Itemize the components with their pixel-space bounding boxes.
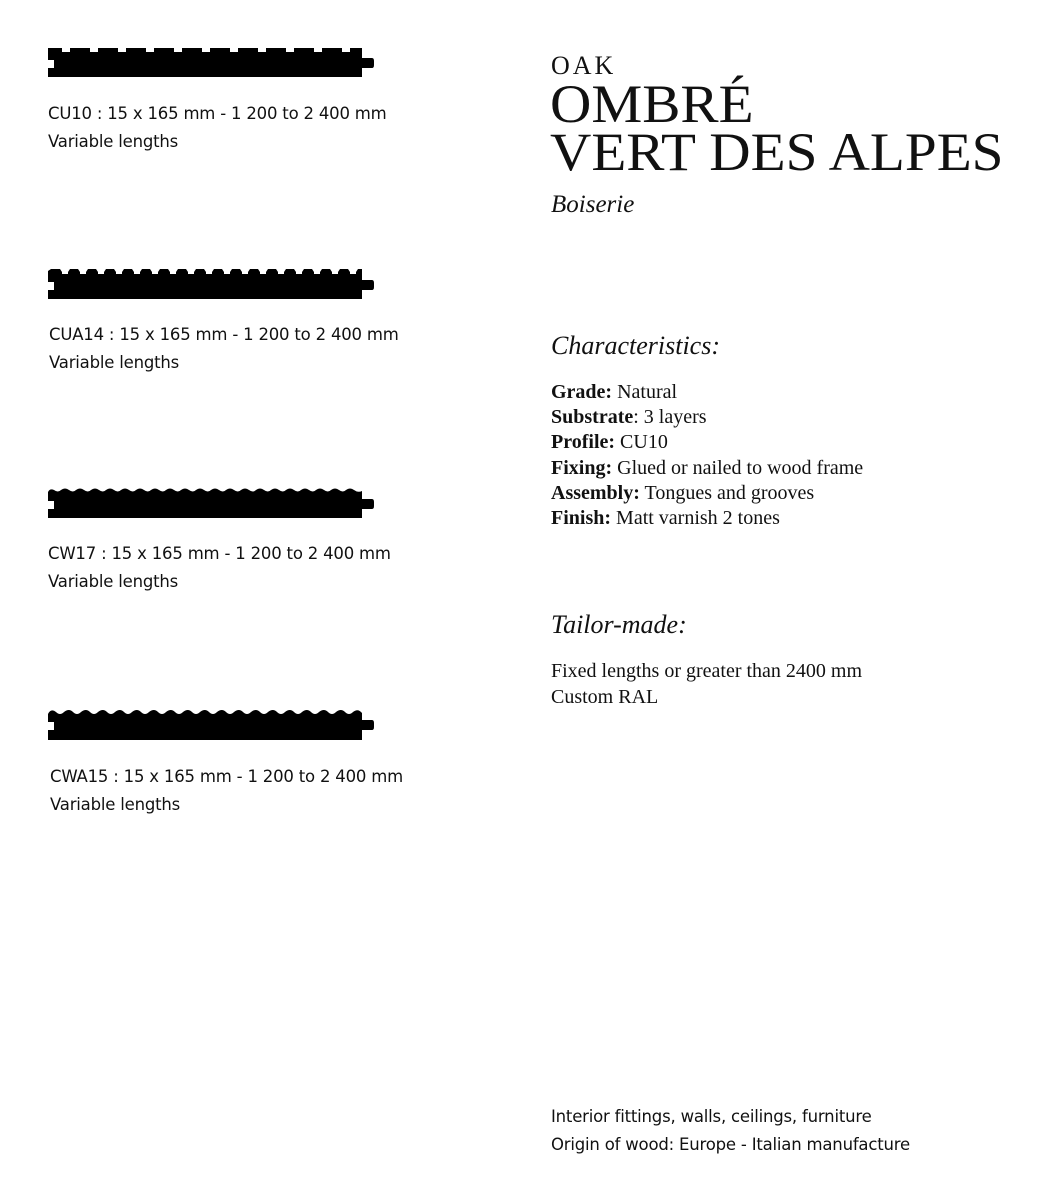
profile-note: Variable lengths bbox=[49, 353, 180, 372]
tailor-made-line: Fixed lengths or greater than 2400 mm bbox=[551, 660, 863, 682]
profile-note: Variable lengths bbox=[48, 132, 179, 151]
characteristics-heading: Characteristics: bbox=[551, 331, 720, 360]
profile-dimensions: 15 x 165 mm - 1 200 to 2 400 mm bbox=[107, 104, 387, 123]
profile-drawing-cua14 bbox=[48, 268, 378, 302]
characteristic-value: : 3 layers bbox=[633, 406, 707, 429]
characteristic-fixing bbox=[551, 456, 863, 481]
characteristics-list bbox=[551, 380, 863, 531]
product-kicker: OAK bbox=[551, 51, 617, 80]
profile-drawing-cu10 bbox=[48, 46, 378, 80]
board-profile-icon bbox=[48, 487, 378, 521]
characteristic-label: Grade: bbox=[551, 381, 613, 403]
profile-spec-cwa15: CWA15 : 15 x 165 mm - 1 200 to 2 400 mm Variable lengths bbox=[50, 763, 403, 819]
characteristic-profile bbox=[551, 430, 863, 455]
characteristic-label: Assembly: bbox=[551, 481, 640, 504]
product-title-line1: OMBRÉ bbox=[550, 74, 754, 134]
footer-info bbox=[551, 1103, 910, 1159]
characteristic-value: Natural bbox=[612, 381, 678, 403]
tailor-made-heading: Tailor-made: bbox=[551, 610, 687, 639]
profile-spec-cua14: CUA14 : 15 x 165 mm - 1 200 to 2 400 mm Variable lengths bbox=[49, 321, 399, 377]
characteristic-value: Tongues and grooves bbox=[639, 481, 815, 504]
profile-note: Variable lengths bbox=[48, 572, 179, 591]
profile-dimensions: 15 x 165 mm - 1 200 to 2 400 mm bbox=[119, 325, 399, 344]
characteristic-value: CU10 bbox=[615, 431, 668, 454]
characteristic-label: Finish: bbox=[551, 507, 612, 530]
product-title-line2: VERT DES ALPES bbox=[550, 122, 1004, 182]
footer-usage: Interior fittings, walls, ceilings, furniture bbox=[551, 1107, 872, 1126]
profile-code: CW17 bbox=[48, 544, 97, 563]
product-title bbox=[550, 74, 1004, 182]
tailor-made-line: Custom RAL bbox=[551, 686, 659, 708]
profile-spec-cu10: CU10 : 15 x 165 mm - 1 200 to 2 400 mm Variable lengths bbox=[48, 100, 387, 156]
characteristic-value: Matt varnish 2 tones bbox=[611, 507, 780, 530]
characteristic-grade bbox=[551, 380, 863, 405]
characteristic-label: Substrate bbox=[551, 406, 634, 429]
profile-dimensions: 15 x 165 mm - 1 200 to 2 400 mm bbox=[111, 544, 391, 563]
characteristic-value: Glued or nailed to wood frame bbox=[612, 456, 864, 479]
characteristic-label: Fixing: bbox=[551, 456, 613, 479]
product-subtitle: Boiserie bbox=[551, 191, 635, 218]
characteristic-substrate bbox=[551, 405, 863, 430]
profile-code: CUA14 bbox=[49, 325, 104, 344]
characteristic-assembly bbox=[551, 481, 863, 506]
profile-spec-cw17: CW17 : 15 x 165 mm - 1 200 to 2 400 mm Variable lengths bbox=[48, 540, 391, 596]
profile-code: CU10 bbox=[48, 104, 92, 123]
characteristic-label: Profile: bbox=[551, 431, 616, 454]
tailor-made-list bbox=[551, 658, 862, 710]
profile-drawing-cw17 bbox=[48, 487, 378, 521]
profile-note: Variable lengths bbox=[50, 795, 181, 814]
profile-drawing-cwa15 bbox=[48, 708, 378, 742]
board-profile-icon bbox=[48, 46, 378, 80]
characteristic-finish bbox=[551, 506, 863, 531]
profile-code: CWA15 bbox=[50, 767, 109, 786]
board-profile-icon bbox=[48, 268, 378, 302]
board-profile-icon bbox=[48, 708, 378, 742]
profile-dimensions: 15 x 165 mm - 1 200 to 2 400 mm bbox=[123, 767, 403, 786]
footer-origin: Origin of wood: Europe - Italian manufacture bbox=[551, 1135, 910, 1154]
